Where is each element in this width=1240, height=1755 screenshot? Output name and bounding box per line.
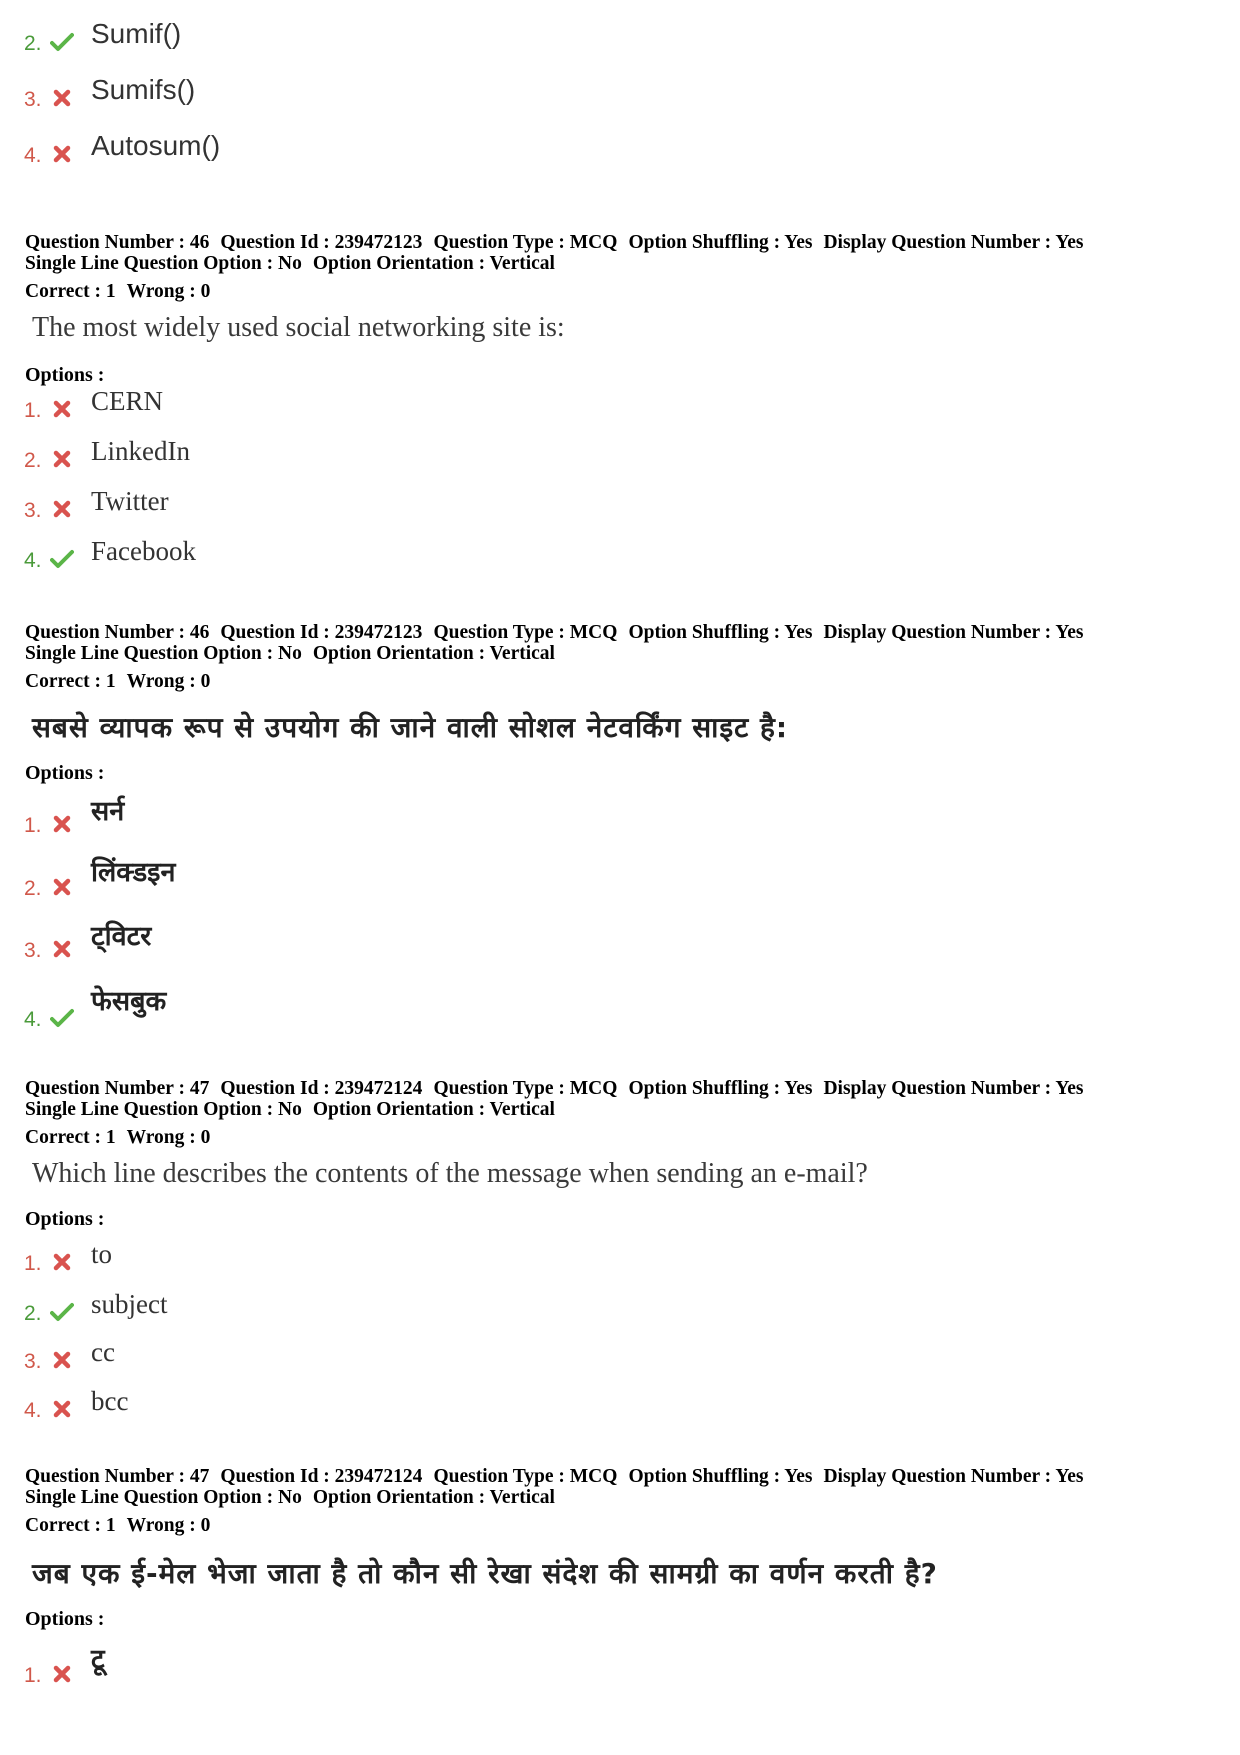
option-number: 4. (24, 144, 42, 167)
meta-line-2 (25, 253, 1084, 274)
cross-icon (50, 1664, 74, 1684)
question-meta (25, 1078, 1084, 1148)
wrong-marks: Wrong : 0 (126, 281, 211, 302)
option-number: 2. (24, 449, 42, 472)
option-row (24, 921, 424, 965)
option-number: 1. (24, 399, 42, 422)
meta-line-3 (25, 1127, 1084, 1148)
options-label: Options : (25, 1208, 105, 1230)
question-text: सबसे व्यापक रूप से उपयोग की जाने वाली सोशल नेटवर्किंग साइट है: (32, 711, 789, 744)
option-orientation: Option Orientation : Vertical (312, 643, 555, 664)
option-text: CERN (91, 386, 164, 416)
option-number: 3. (24, 939, 42, 962)
wrong-marks: Wrong : 0 (126, 671, 211, 692)
wrong-marks: Wrong : 0 (126, 1515, 211, 1536)
option-row (24, 986, 424, 1034)
question-id: Question Id : 239472123 (220, 232, 423, 253)
cross-icon (50, 399, 74, 419)
option-text: Sumif() (91, 18, 182, 49)
display-question-number: Display Question Number : Yes (823, 622, 1084, 643)
question-number: Question Number : 47 (25, 1078, 210, 1099)
option-number: 3. (24, 88, 42, 111)
correct-marks: Correct : 1 (25, 1127, 116, 1148)
question-number: Question Number : 46 (25, 232, 210, 253)
display-question-number: Display Question Number : Yes (823, 1466, 1084, 1487)
meta-line-2 (25, 1099, 1084, 1120)
cross-icon (50, 1399, 74, 1419)
question-id: Question Id : 239472123 (220, 622, 423, 643)
option-number: 4. (24, 1008, 42, 1031)
option-shuffling: Option Shuffling : Yes (628, 622, 813, 643)
single-line-option: Single Line Question Option : No (25, 1487, 302, 1508)
option-text: cc (91, 1337, 115, 1367)
option-text: to (91, 1239, 113, 1269)
question-type: Question Type : MCQ (433, 1466, 618, 1487)
option-number: 1. (24, 1664, 42, 1687)
meta-line-3 (25, 1515, 1084, 1536)
option-row (24, 1644, 424, 1690)
option-text: फेसबुक (91, 986, 167, 1017)
display-question-number: Display Question Number : Yes (823, 1078, 1084, 1099)
meta-line-3 (25, 671, 1084, 692)
option-row (24, 18, 424, 58)
option-number: 2. (24, 32, 42, 55)
single-line-option: Single Line Question Option : No (25, 643, 302, 664)
single-line-option: Single Line Question Option : No (25, 1099, 302, 1120)
correct-marks: Correct : 1 (25, 281, 116, 302)
meta-line-2 (25, 1487, 1084, 1508)
option-orientation: Option Orientation : Vertical (312, 253, 555, 274)
option-row (24, 1336, 424, 1376)
cross-icon (50, 877, 74, 897)
question-text: Which line describes the contents of the message when sending an e-mail? (32, 1158, 868, 1189)
cross-icon (50, 814, 74, 834)
option-shuffling: Option Shuffling : Yes (628, 1078, 813, 1099)
options-label: Options : (25, 364, 105, 386)
option-number: 4. (24, 1399, 42, 1422)
option-row (24, 74, 424, 114)
wrong-marks: Wrong : 0 (126, 1127, 211, 1148)
question-meta (25, 622, 1084, 692)
option-row (24, 385, 424, 425)
check-icon (50, 549, 74, 569)
question-id: Question Id : 239472124 (220, 1466, 423, 1487)
option-text: subject (91, 1289, 168, 1319)
option-row (24, 435, 424, 475)
display-question-number: Display Question Number : Yes (823, 232, 1084, 253)
correct-marks: Correct : 1 (25, 1515, 116, 1536)
meta-line-3 (25, 281, 1084, 302)
option-number: 3. (24, 1350, 42, 1373)
option-number: 2. (24, 1302, 42, 1325)
meta-line-1 (25, 1466, 1084, 1487)
option-text: टू (91, 1644, 105, 1675)
option-row (24, 1385, 424, 1425)
option-orientation: Option Orientation : Vertical (312, 1487, 555, 1508)
option-row (24, 485, 424, 525)
option-number: 2. (24, 877, 42, 900)
question-type: Question Type : MCQ (433, 1078, 618, 1099)
cross-icon (50, 1350, 74, 1370)
question-type: Question Type : MCQ (433, 232, 618, 253)
option-row (24, 1288, 424, 1328)
check-icon (50, 1302, 74, 1322)
single-line-option: Single Line Question Option : No (25, 253, 302, 274)
question-meta (25, 1466, 1084, 1536)
cross-icon (50, 449, 74, 469)
options-label: Options : (25, 1608, 105, 1630)
option-number: 1. (24, 1252, 42, 1275)
cross-icon (50, 499, 74, 519)
option-row (24, 857, 424, 903)
cross-icon (50, 1252, 74, 1272)
option-row (24, 1238, 424, 1278)
option-number: 1. (24, 814, 42, 837)
option-row (24, 796, 424, 840)
cross-icon (50, 144, 74, 164)
option-text: ट्विटर (91, 921, 152, 952)
meta-line-2 (25, 643, 1084, 664)
option-text: LinkedIn (91, 436, 190, 466)
option-row (24, 535, 424, 575)
question-type: Question Type : MCQ (433, 622, 618, 643)
option-shuffling: Option Shuffling : Yes (628, 232, 813, 253)
question-id: Question Id : 239472124 (220, 1078, 423, 1099)
meta-line-1 (25, 622, 1084, 643)
check-icon (50, 1008, 74, 1028)
option-row (24, 130, 424, 170)
option-orientation: Option Orientation : Vertical (312, 1099, 555, 1120)
cross-icon (50, 939, 74, 959)
option-number: 4. (24, 549, 42, 572)
question-number: Question Number : 47 (25, 1466, 210, 1487)
question-text: जब एक ई-मेल भेजा जाता है तो कौन सी रेखा संदेश की सामग्री का वर्णन करती है? (32, 1557, 938, 1590)
options-label: Options : (25, 762, 105, 784)
meta-line-1 (25, 232, 1084, 253)
meta-line-1 (25, 1078, 1084, 1099)
option-text: सर्न (91, 796, 125, 827)
option-number: 3. (24, 499, 42, 522)
option-text: Twitter (91, 486, 169, 516)
option-shuffling: Option Shuffling : Yes (628, 1466, 813, 1487)
correct-marks: Correct : 1 (25, 671, 116, 692)
check-icon (50, 32, 74, 52)
option-text: लिंक्डइन (91, 857, 176, 888)
option-text: bcc (91, 1386, 129, 1416)
cross-icon (50, 88, 74, 108)
question-number: Question Number : 46 (25, 622, 210, 643)
option-text: Autosum() (91, 130, 221, 161)
question-meta (25, 232, 1084, 302)
question-text: The most widely used social networking site is: (32, 312, 565, 343)
option-text: Sumifs() (91, 74, 196, 105)
option-text: Facebook (91, 536, 196, 566)
